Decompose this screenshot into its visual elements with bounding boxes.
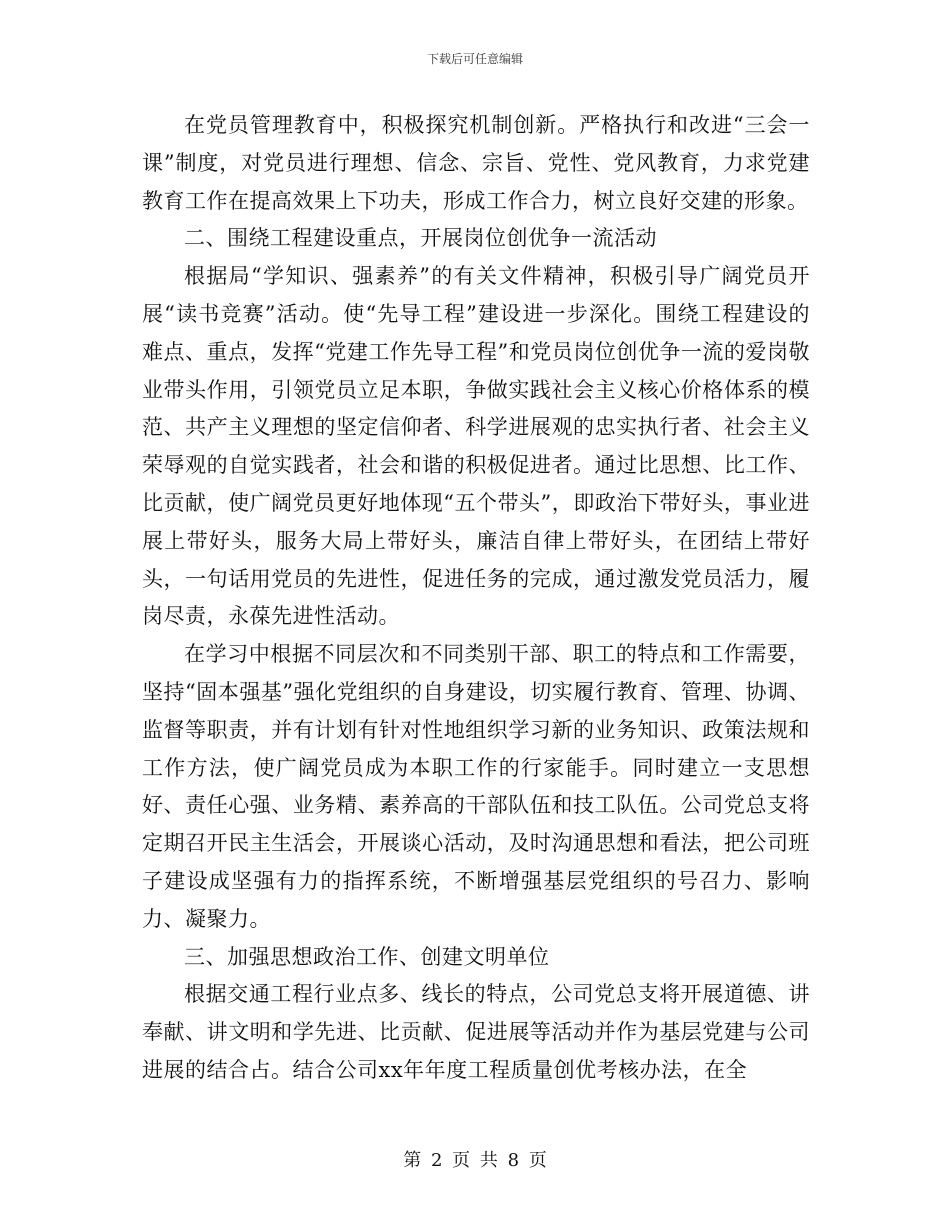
document-body xyxy=(142,107,810,1090)
section-heading: 二、围绕工程建设重点，开展岗位创优争一流活动 xyxy=(184,226,657,251)
paragraph: 在党员管理教育中，积极探究机制创新。严格执行和改进“三会一课”制度，对党员进行理想、信念、宗旨、党性、党风教育，力求党建教育工作在提高效果上下功夫，形成工作合力，树立良好交建的形象。 xyxy=(142,113,810,213)
paragraph: 根据局“学知识、强素养”的有关文件精神，积极引导广阔党员开展“读书竞赛”活动。使“先导工程”建设进一步深化。围绕工程建设的难点、重点，发挥“党建工作先导工程”和党员岗位创优争一流的爱岗敬业带头作用，引领党员立足本职，争做实践社会主义核心价格体系的模范、共产主义理想的坚定信仰者、科学进展观的忠实执行者、社会主义荣辱观的自觉实践者，社会和谐的积极促进者。通过比思想、比工作、比贡献，使广阔党员更好地体现“五个带头”，即政治下带好头，事业进展上带好头，服务大局上带好头，廉洁自律上带好头，在团结上带好头，一句话用党员的先进性，促进任务的完成，通过激发党员活力，履岗尽责，永葆先进性活动。 xyxy=(142,264,810,629)
section-heading: 三、加强思想政治工作、创建文明单位 xyxy=(184,944,550,969)
page-number-footer: 第 2 页 共 8 页 xyxy=(403,1150,547,1171)
paragraph: 根据交通工程行业点多、线长的特点，公司党总支将开展道德、讲奉献、讲文明和学先进、比贡献、促进展等活动并作为基层党建与公司进展的结合占。结合公司xx年年度工程质量创优考核办法，在全 xyxy=(142,982,810,1082)
paragraph: 在学习中根据不同层次和不同类别干部、职工的特点和工作需要，坚持“固本强基”强化党组织的自身建设，切实履行教育、管理、协调、监督等职责，并有计划有针对性地组织学习新的业务知识、政策法规和工作方法，使广阔党员成为本职工作的行家能手。同时建立一支思想好、责任心强、业务精、素养高的干部队伍和技工队伍。公司党总支将定期召开民主生活会，开展谈心活动，及时沟通思想和看法，把公司班子建设成坚强有力的指挥系统，不断增强基层党组织的号召力、影响力、凝聚力。 xyxy=(142,642,810,931)
header-note: 下载后可任意编辑 xyxy=(426,52,523,66)
